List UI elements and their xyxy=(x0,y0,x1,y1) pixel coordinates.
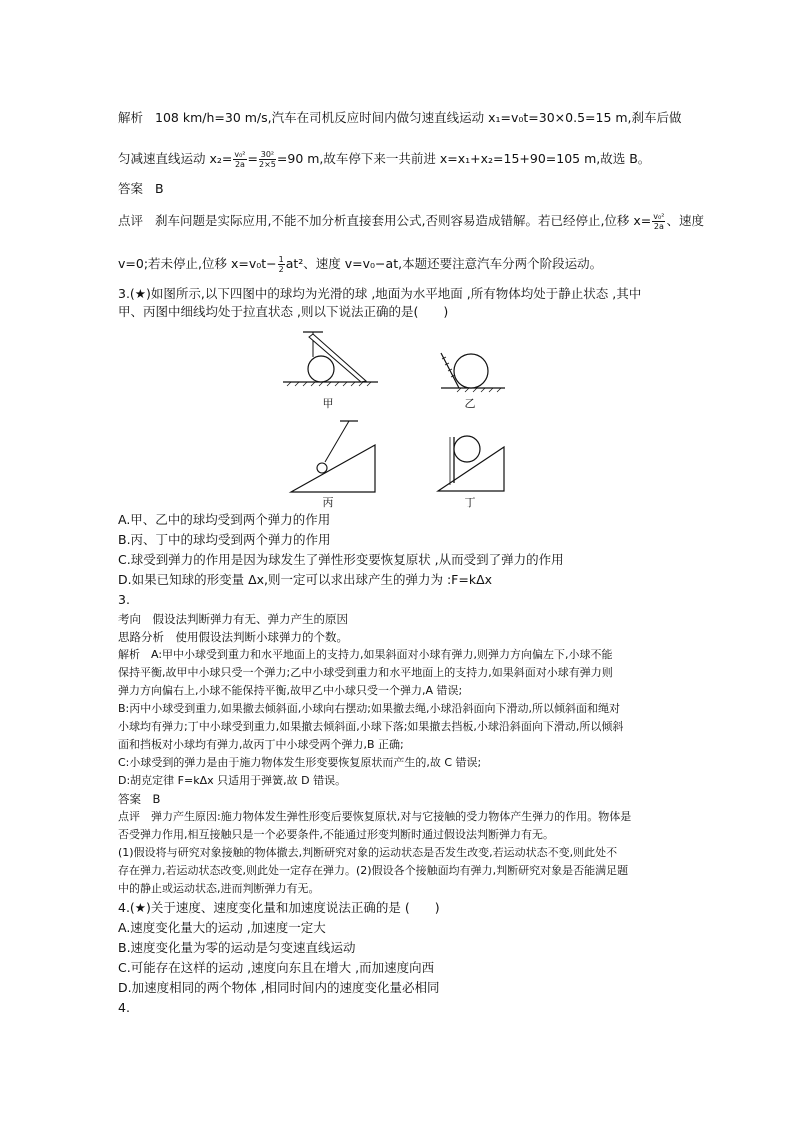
fraction xyxy=(652,212,665,231)
q3-answer: 答案 B xyxy=(118,792,161,806)
q4-number: 4. xyxy=(118,1000,130,1015)
q4-option-b: B.速度变化量为零的运动是匀变速直线运动 xyxy=(118,940,356,955)
q3-kaoxiang: 考向 假设法判断弹力有无、弹力产生的原因 xyxy=(118,612,348,626)
q3-jiexi-line: 面和挡板对小球均有弹力,故丙丁中小球受两个弹力,B 正确; xyxy=(118,738,404,751)
q3-jiexi-line: D:胡克定律 F=kΔx 只适用于弹簧,故 D 错误。 xyxy=(118,774,347,787)
q3-option-b: B.丙、丁中的球均受到两个弹力的作用 xyxy=(118,532,331,547)
figure-label-jia: 甲 xyxy=(322,397,334,410)
q3-stem-line-2: 甲、丙图中细线均处于拉直状态 ,则以下说法正确的是( ) xyxy=(118,304,449,319)
figure-label-bing: 丙 xyxy=(322,496,334,509)
fraction xyxy=(259,150,276,169)
comment-text: 、速度 xyxy=(666,213,704,228)
q3-jiexi-line: 小球均有弹力;丁中小球受到重力,如果撤去倾斜面,小球下落;如果撤去挡板,小球沿斜面向下滑动,所以倾斜 xyxy=(118,720,624,733)
q3-dianping-line: 存在弹力,若运动状态改变,则此处一定存在弹力。(2)假设各个接触面均有弹力,判断研究对象是否能满足题 xyxy=(118,864,629,877)
q4-stem: 4.(★)关于速度、速度变化量和加速度说法正确的是 ( ) xyxy=(118,900,440,915)
q3-dianping-line: 点评 弹力产生原因:施力物体发生弹性形变后要恢复原状,对与它接触的受力物体产生弹力的作用。物体是 xyxy=(118,810,632,823)
q3-number: 3. xyxy=(118,592,130,607)
q3-option-c: C.球受到弹力的作用是因为球发生了弹性形变要恢复原状 ,从而受到了弹力的作用 xyxy=(118,552,564,567)
comment-label: 点评 xyxy=(118,213,144,228)
q3-jiexi-line: 弹力方向偏右上,小球不能保持平衡,故甲乙中小球只受一个弹力,A 错误; xyxy=(118,684,463,697)
fraction-numerator: v₀² xyxy=(234,150,246,159)
q3-option-a: A.甲、乙中的球均受到两个弹力的作用 xyxy=(118,512,331,527)
solution-text: 108 km/h=30 m/s,汽车在司机反应时间内做匀速直线运动 x₁=v₀t=30×0.5=15 m,刹车后做 xyxy=(155,110,682,125)
solution-text: 匀减速直线运动 x₂= xyxy=(118,151,233,166)
figure-label-ding: 丁 xyxy=(464,496,476,509)
equals-sign: = xyxy=(247,151,258,166)
answer-label: 答案 xyxy=(118,181,144,196)
fraction-numerator: v₀² xyxy=(653,212,665,221)
figure-bing xyxy=(285,417,385,497)
q3-stem-line-1: 3.(★)如图所示,以下四图中的球均为光滑的球 ,地面为水平地面 ,所有物体均处于静止状态 ,其中 xyxy=(118,286,642,301)
q4-option-c: C.可能存在这样的运动 ,速度向东且在增大 ,而加速度向西 xyxy=(118,960,435,975)
q3-jiexi-line: 解析 A:甲中小球受到重力和水平地面上的支持力,如果斜面对小球有弹力,则弹力方向偏左下,小球不能 xyxy=(118,648,613,661)
fraction-denominator: 2×5 xyxy=(259,160,276,169)
q3-dianping-line: 中的静止或运动状态,进而判断弹力有无。 xyxy=(118,882,320,895)
q2-solution-line-2 xyxy=(118,150,650,169)
figure-jia xyxy=(283,329,383,389)
q3-dianping-line: (1)假设将与研究对象接触的物体撤去,判断研究对象的运动状态是否发生改变,若运动状态不变,则此处不 xyxy=(118,846,618,859)
answer-value: B xyxy=(155,181,164,196)
q2-comment-line-2 xyxy=(118,255,602,274)
fraction xyxy=(278,255,285,274)
fraction-numerator: 30² xyxy=(260,150,275,159)
fraction-denominator: 2a xyxy=(234,160,245,169)
q4-option-a: A.速度变化量大的运动 ,加速度一定大 xyxy=(118,920,326,935)
solution-label: 解析 xyxy=(118,110,144,125)
q3-option-d: D.如果已知球的形变量 Δx,则一定可以求出球产生的弹力为 :F=kΔx xyxy=(118,572,493,587)
comment-text: at²、速度 v=v₀−at,本题还要注意汽车分两个阶段运动。 xyxy=(285,256,603,271)
q2-solution-line-1 xyxy=(118,110,682,126)
figure-label-yi: 乙 xyxy=(464,397,476,410)
q3-jiexi-line: C:小球受到的弹力是由于施力物体发生形变要恢复原状而产生的,故 C 错误; xyxy=(118,756,482,769)
fraction xyxy=(233,150,246,169)
q4-option-d: D.加速度相同的两个物体 ,相同时间内的速度变化量必相同 xyxy=(118,980,440,995)
q3-silu: 思路分析 使用假设法判断小球弹力的个数。 xyxy=(118,630,348,644)
q2-answer xyxy=(118,181,164,197)
fraction-denominator: 2a xyxy=(653,222,664,231)
q3-jiexi-line: B:丙中小球受到重力,如果撤去倾斜面,小球向右摆动;如果撤去绳,小球沿斜面向下滑动,所以倾斜面和绳对 xyxy=(118,702,620,715)
q2-comment-line-1 xyxy=(118,212,704,231)
q3-jiexi-line: 保持平衡,故甲中小球只受一个弹力;乙中小球受到重力和水平地面上的支持力,如果斜面对小球有弹力则 xyxy=(118,666,613,679)
comment-text: v=0;若未停止,位移 x=v₀t− xyxy=(118,256,277,271)
q3-dianping-line: 否受弹力作用,相互接触只是一个必要条件,不能通过形变判断时通过假设法判断弹力有无。 xyxy=(118,828,554,841)
solution-text: =90 m,故车停下来一共前进 x=x₁+x₂=15+90=105 m,故选 B。 xyxy=(276,151,651,166)
figure-ding xyxy=(436,427,506,497)
comment-text: 刹车问题是实际应用,不能不加分析直接套用公式,否则容易造成错解。若已经停止,位移 x= xyxy=(155,213,652,228)
fraction-numerator: 1 xyxy=(278,255,284,264)
fraction-denominator: 2 xyxy=(278,265,284,274)
